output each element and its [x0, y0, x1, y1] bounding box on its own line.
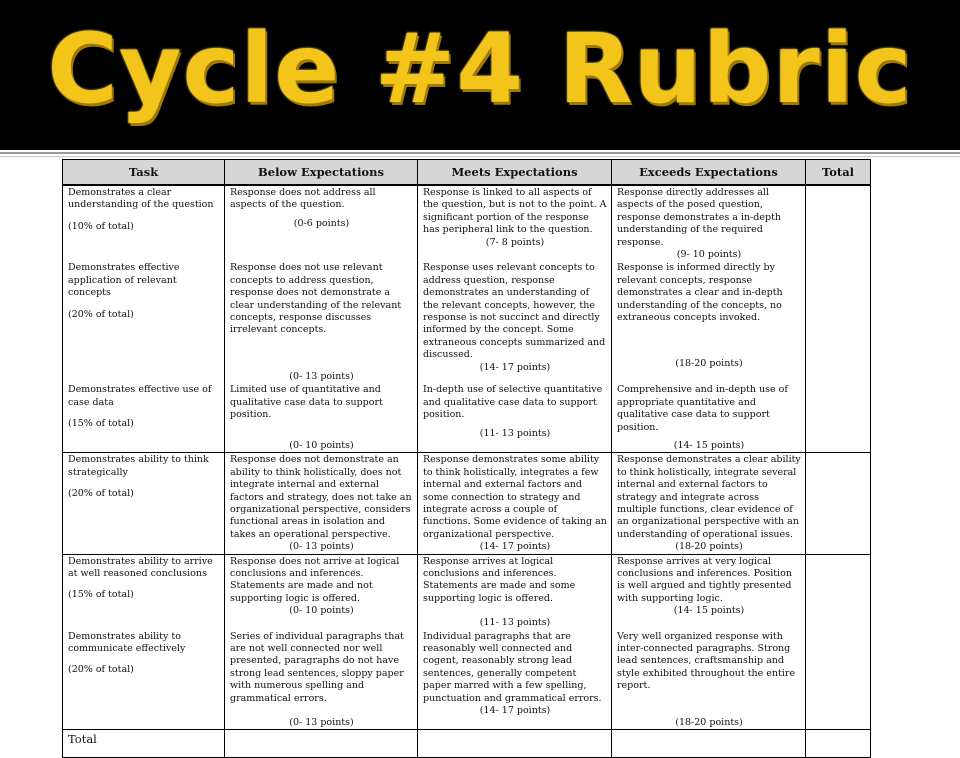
below-cell: Response does not demonstrate an ability to think holistically, does not integrate internal and external factors and strategy, does not take an organizational perspective, considers functional areas in isolation and takes an operational perspective. (0- 13 points) — [225, 453, 418, 554]
total-row-below — [225, 730, 418, 758]
exceeds-cell: Response directly addresses all aspects of the posed question, response demonstrates a in-depth understanding of the required response. (9- 10 points) — [612, 185, 806, 261]
task-cell: Demonstrates effective application of relevant concepts (20% of total) — [63, 261, 225, 383]
total-cell — [806, 185, 871, 261]
meets-cell: Response uses relevant concepts to address question, response demonstrates an understanding of the relevant concepts, however, the response is not succinct and directly informed by the concept. Some extraneous concepts summarized and discussed. (14- 17 points) — [418, 261, 612, 383]
below-cell: Response does not arrive at logical conclusions and inferences. Statements are made and not supporting logic is offered. (0- 10 points) — [225, 554, 418, 630]
below-cell: Response does not address all aspects of the question. (0-6 points) — [225, 185, 418, 261]
total-row-exceeds — [612, 730, 806, 758]
exceeds-cell: Very well organized response with inter-connected paragraphs. Strong lead sentences, craftsmanship and style exhibited throughout the entire report. (18-20 points) — [612, 630, 806, 730]
total-row-label: Total — [63, 730, 225, 758]
below-cell: Series of individual paragraphs that are not well connected nor well presented, paragraphs do not have strong lead sentences, sloppy paper with numerous spelling and grammatical errors. (0- 13 points) — [225, 630, 418, 730]
meets-cell: Individual paragraphs that are reasonably well connected and cogent, reasonably strong lead sentences, generally competent paper marred with a few spelling, punctuation and grammatical errors. (14- 17 points) — [418, 630, 612, 730]
total-row-meets — [418, 730, 612, 758]
table-row — [63, 261, 871, 383]
table-row — [63, 185, 871, 261]
exceeds-cell: Response arrives at very logical conclusions and inferences. Position is well argued and tightly presented with supporting logic. (14- 15 points) — [612, 554, 806, 630]
header-total: Total — [806, 160, 871, 186]
task-cell: Demonstrates ability to communicate effectively (20% of total) — [63, 630, 225, 730]
meets-cell: Response arrives at logical conclusions and inferences. Statements are made and some supporting logic is offered. (11- 13 points) — [418, 554, 612, 630]
total-cell — [806, 383, 871, 453]
header-exceeds: Exceeds Expectations — [612, 160, 806, 186]
total-row-total — [806, 730, 871, 758]
rubric-table — [62, 159, 871, 758]
total-cell — [806, 630, 871, 730]
total-cell — [806, 554, 871, 630]
exceeds-cell: Response is informed directly by relevant concepts, response demonstrates a clear and in-depth understanding of the concepts, no extraneous concepts invoked. (18-20 points) — [612, 261, 806, 383]
table-row — [63, 453, 871, 554]
title-divider-thin — [0, 156, 960, 157]
table-row — [63, 383, 871, 453]
title-divider — [0, 152, 960, 154]
header-row — [63, 160, 871, 186]
task-cell: Demonstrates ability to arrive at well reasoned conclusions (15% of total) — [63, 554, 225, 630]
below-cell: Limited use of quantitative and qualitative case data to support position. (0- 10 points) — [225, 383, 418, 453]
total-cell — [806, 453, 871, 554]
task-cell: Demonstrates effective use of case data (15% of total) — [63, 383, 225, 453]
task-cell: Demonstrates a clear understanding of the question (10% of total) — [63, 185, 225, 261]
below-cell: Response does not use relevant concepts to address question, response does not demonstrate a clear understanding of the relevant concepts, response discusses irrelevant concepts. (0- 13 points) — [225, 261, 418, 383]
table-row — [63, 554, 871, 630]
task-cell: Demonstrates ability to think strategically (20% of total) — [63, 453, 225, 554]
exceeds-cell: Comprehensive and in-depth use of appropriate quantitative and qualitative case data to support position. (14- 15 points) — [612, 383, 806, 453]
header-task: Task — [63, 160, 225, 186]
meets-cell: Response is linked to all aspects of the question, but is not to the point. A significant portion of the response has peripheral link to the question. (7- 8 points) — [418, 185, 612, 261]
slide-title: Cycle #4 Rubric — [47, 13, 913, 125]
meets-cell: Response demonstrates some ability to think holistically, integrates a few internal and external factors and some connection to strategy and integrate across a couple of functions. Some evidence of taking an organizational perspective. (14- 17 points) — [418, 453, 612, 554]
total-row — [63, 730, 871, 758]
table-row — [63, 630, 871, 730]
header-below: Below Expectations — [225, 160, 418, 186]
total-cell — [806, 261, 871, 383]
exceeds-cell: Response demonstrates a clear ability to think holistically, integrate several internal and external factors to strategy and integrate across multiple functions, clear evidence of an organizational perspective with an understanding of operational issues. (18-20 points) — [612, 453, 806, 554]
header-meets: Meets Expectations — [418, 160, 612, 186]
meets-cell: In-depth use of selective quantitative and qualitative case data to support position. (11- 13 points) — [418, 383, 612, 453]
